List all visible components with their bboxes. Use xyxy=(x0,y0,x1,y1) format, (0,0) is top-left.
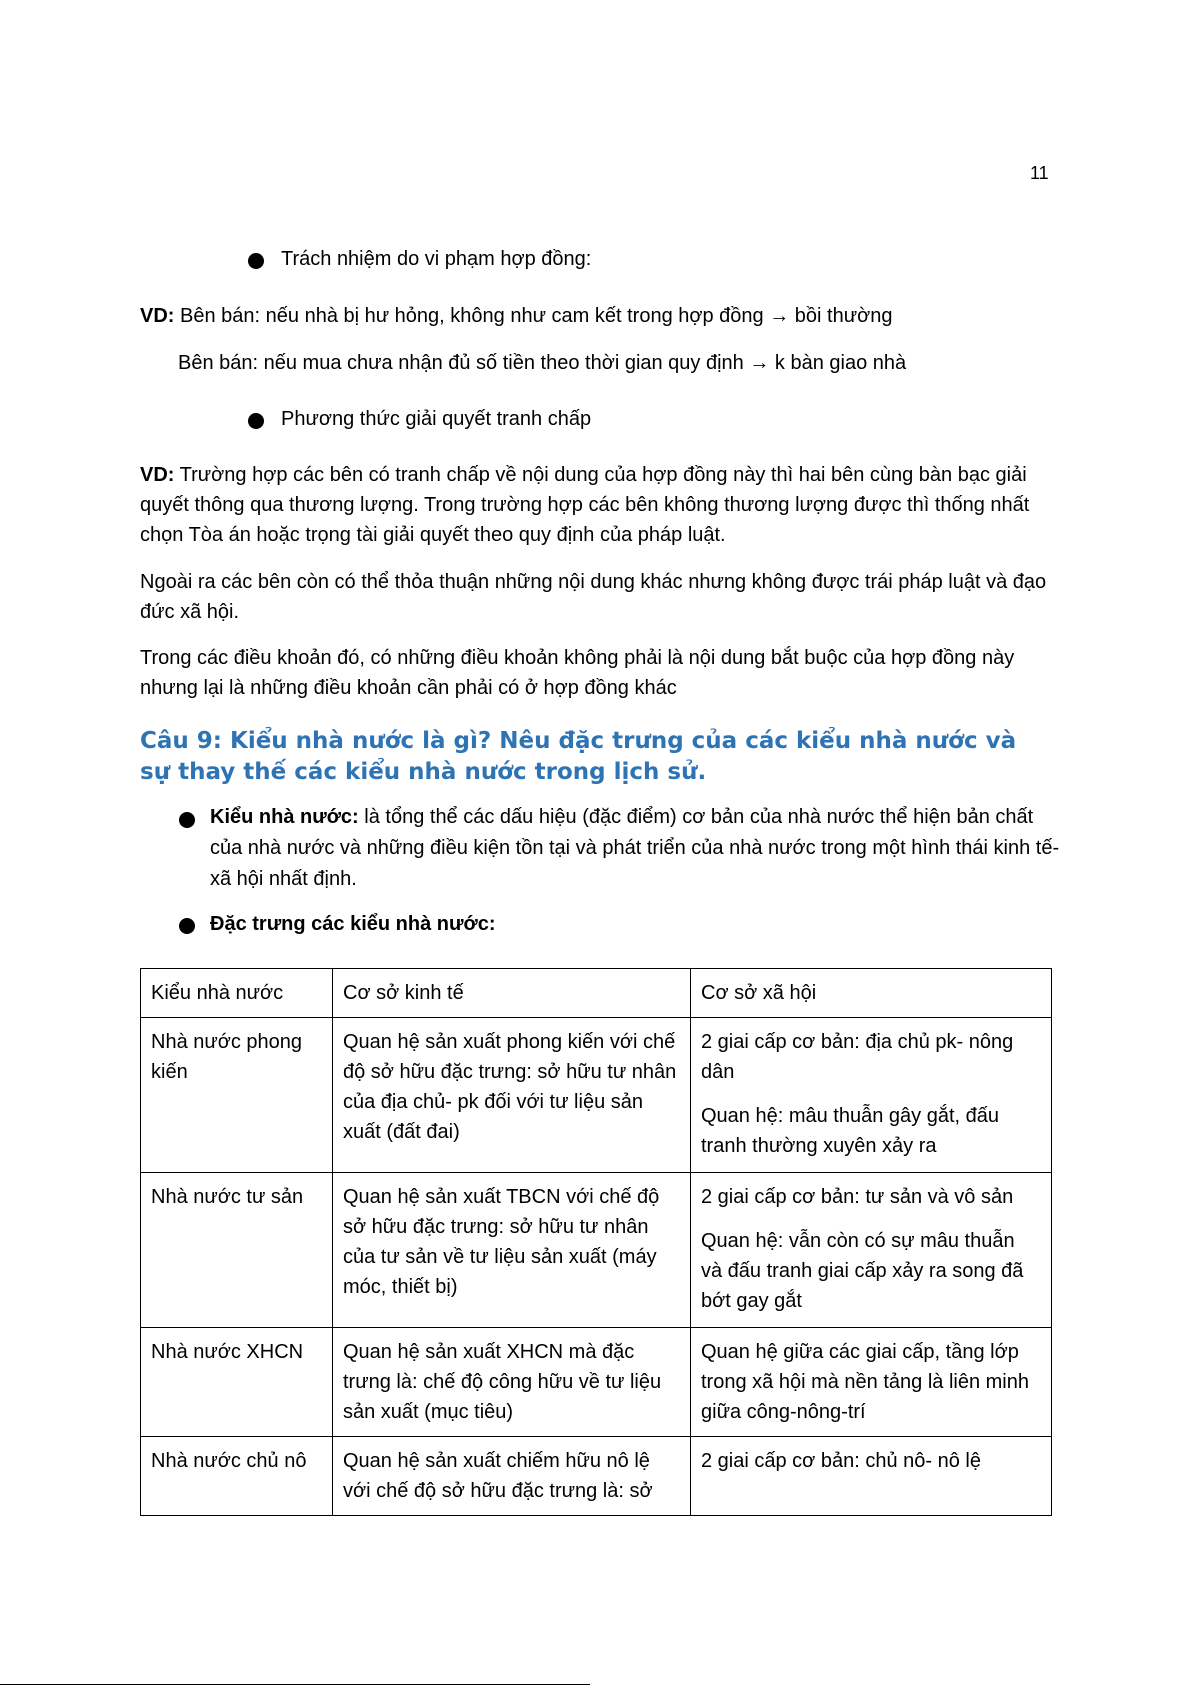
bullet-icon xyxy=(179,812,195,828)
table-row xyxy=(141,1173,1052,1328)
table-header-row xyxy=(141,969,1052,1018)
social-classes: 2 giai cấp cơ bản: tư sản và vô sản xyxy=(701,1186,1014,1208)
table-header-cell: Kiểu nhà nước xyxy=(141,969,333,1018)
social-relations: Quan hệ: vẫn còn có sự mâu thuẫn và đấu tranh giai cấp xảy ra song đã bớt gay gắt xyxy=(701,1230,1024,1312)
bullet-text-liability: Trách nhiệm do vi phạm hợp đồng: xyxy=(281,248,592,270)
features-label: Đặc trưng các kiểu nhà nước: xyxy=(210,913,496,935)
bullet-icon xyxy=(179,918,195,934)
bullet-text-dispute: Phương thức giải quyết tranh chấp xyxy=(281,408,592,430)
paragraph-other-terms: Ngoài ra các bên còn có thể thỏa thuận những nội dung khác nhưng không được trái pháp luật và đạo đức xã hội. xyxy=(140,571,1047,623)
social-relations: Quan hệ: mâu thuẫn gây gắt, đấu tranh thường xuyên xảy ra xyxy=(701,1105,999,1157)
table-cell-social xyxy=(691,1173,1052,1328)
table-cell-social: 2 giai cấp cơ bản: chủ nô- nô lệ xyxy=(691,1437,1052,1516)
definition-text: là tổng thể các dấu hiệu (đặc điểm) cơ bản của nhà nước thể hiện bản chất của nhà nước và những điều kiện tồn tại và phát triển của nhà nước trong một hình thái kinh tế- xã hội nhất định. xyxy=(210,806,1060,890)
question-heading: Câu 9: Kiểu nhà nước là gì? Nêu đặc trưng của các kiểu nhà nước và sự thay thế các kiểu nhà nước trong lịch sử. xyxy=(140,728,1017,785)
vd-label: VD: xyxy=(140,305,175,327)
example-2 xyxy=(140,460,1052,550)
table-row xyxy=(141,1018,1052,1173)
paragraph-clauses: Trong các điều khoản đó, có những điều khoản không phải là nội dung bắt buộc của hợp đồng này nhưng lại là những điều khoản cần phải có ở hợp đồng khác xyxy=(140,647,1015,699)
table-row xyxy=(141,1328,1052,1437)
table-cell-social: Quan hệ giữa các giai cấp, tầng lớp trong xã hội mà nền tảng là liên minh giữa công-nông-trí xyxy=(691,1328,1052,1437)
vd-label: VD: xyxy=(140,464,175,486)
state-types-table xyxy=(140,968,1052,1516)
table-cell-economic: Quan hệ sản xuất chiếm hữu nô lệ với chế độ sở hữu đặc trưng là: sở xyxy=(333,1437,691,1516)
table-row xyxy=(141,1437,1052,1516)
table-cell-type: Nhà nước phong kiến xyxy=(141,1018,333,1173)
bullet-icon xyxy=(248,253,264,269)
bullet-icon xyxy=(248,413,264,429)
social-classes: 2 giai cấp cơ bản: địa chủ pk- nông dân xyxy=(701,1031,1014,1083)
table-cell-social xyxy=(691,1018,1052,1173)
table-cell-type: Nhà nước tư sản xyxy=(141,1173,333,1328)
example-1-line-2: Bên bán: nếu mua chưa nhận đủ số tiền theo thời gian quy định → k bàn giao nhà xyxy=(178,352,907,374)
example-1 xyxy=(140,301,1080,331)
definition xyxy=(210,802,1060,895)
example-2-text: Trường hợp các bên có tranh chấp về nội dung của hợp đồng này thì hai bên cùng bàn bạc giải quyết thông qua thương lượng. Trong trường hợp các bên không thương lượng được thì thống nhất chọn Tòa án hoặc trọng tài giải quyết theo quy định của pháp luật. xyxy=(140,464,1030,546)
table-cell-economic: Quan hệ sản xuất phong kiến với chế độ sở hữu đặc trưng: sở hữu tư nhân của địa chủ- pk đối với tư liệu sản xuất (đất đai) xyxy=(333,1018,691,1173)
table-cell-economic: Quan hệ sản xuất TBCN với chế độ sở hữu đặc trưng: sở hữu tư nhân của tư sản về tư liệu sản xuất (máy móc, thiết bị) xyxy=(333,1173,691,1328)
example-1-line-1: Bên bán: nếu nhà bị hư hỏng, không như cam kết trong hợp đồng → bồi thường xyxy=(180,305,893,327)
table-cell-economic: Quan hệ sản xuất XHCN mà đặc trưng là: chế độ công hữu về tư liệu sản xuất (mục tiêu) xyxy=(333,1328,691,1437)
table-header-cell: Cơ sở xã hội xyxy=(691,969,1052,1018)
page-number: 11 xyxy=(1030,163,1049,183)
table-cell-type: Nhà nước chủ nô xyxy=(141,1437,333,1516)
table-cell-type: Nhà nước XHCN xyxy=(141,1328,333,1437)
definition-label: Kiểu nhà nước: xyxy=(210,806,359,828)
table-header-cell: Cơ sở kinh tế xyxy=(333,969,691,1018)
